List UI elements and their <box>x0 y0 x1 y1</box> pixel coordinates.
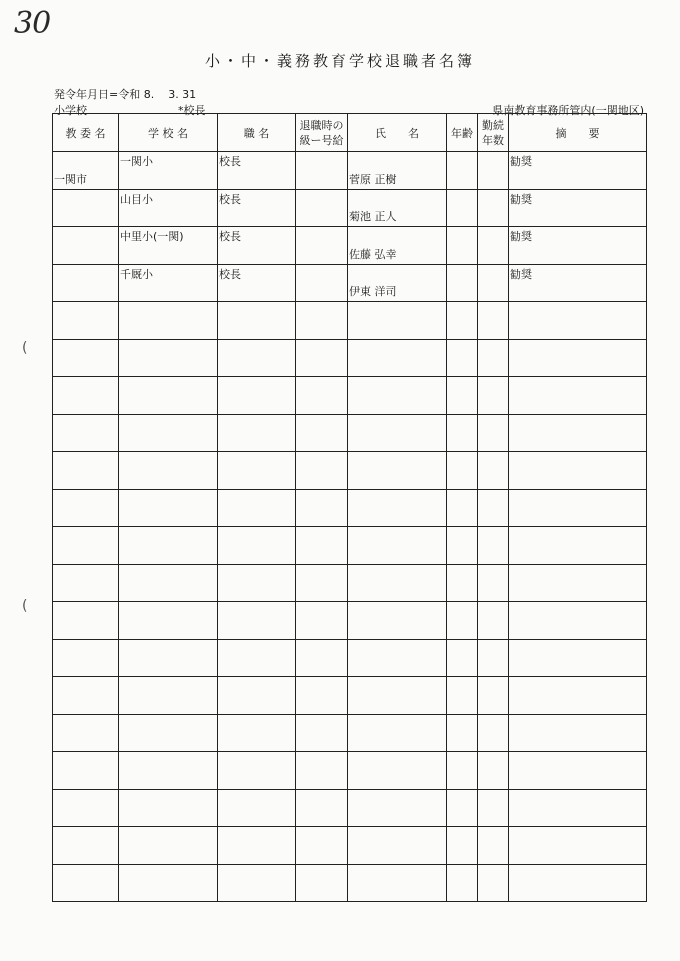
service-years-cell <box>478 827 509 865</box>
name-cell <box>348 489 447 527</box>
grade-cell <box>296 227 348 265</box>
age-cell <box>447 489 478 527</box>
board-cell <box>53 827 119 865</box>
job-cell <box>218 302 296 340</box>
service-years-cell <box>478 189 509 227</box>
job-cell <box>218 489 296 527</box>
remarks-cell <box>509 302 647 340</box>
grade-cell <box>296 152 348 190</box>
table-row <box>53 452 647 490</box>
header-service-years <box>478 114 509 152</box>
job-cell <box>218 227 296 265</box>
remarks-cell <box>509 677 647 715</box>
job-cell-text: 校長 <box>219 192 241 206</box>
table-row <box>53 602 647 640</box>
name-cell <box>348 677 447 715</box>
age-cell <box>447 377 478 415</box>
age-cell <box>447 264 478 302</box>
name-cell <box>348 414 447 452</box>
margin-mark: ( <box>22 598 28 614</box>
grade-cell <box>296 339 348 377</box>
name-cell <box>348 752 447 790</box>
grade-cell <box>296 602 348 640</box>
table-row <box>53 264 647 302</box>
service-years-cell <box>478 864 509 902</box>
age-cell <box>447 789 478 827</box>
name-cell <box>348 264 447 302</box>
job-cell-text: 校長 <box>219 230 241 243</box>
remarks-cell <box>509 752 647 790</box>
school-cell <box>119 264 218 302</box>
remarks-cell-text: 勧奨 <box>510 230 532 243</box>
age-cell <box>447 564 478 602</box>
name-cell <box>348 527 447 565</box>
service-years-cell <box>478 414 509 452</box>
table-row <box>53 377 647 415</box>
table-row <box>53 864 647 902</box>
job-cell <box>218 152 296 190</box>
remarks-cell <box>509 864 647 902</box>
board-cell <box>53 264 119 302</box>
name-cell <box>348 452 447 490</box>
job-cell <box>218 752 296 790</box>
school-cell <box>119 189 218 227</box>
service-years-cell <box>478 677 509 715</box>
board-cell <box>53 527 119 565</box>
age-cell <box>447 302 478 340</box>
service-years-cell <box>478 789 509 827</box>
remarks-cell <box>509 827 647 865</box>
job-cell <box>218 189 296 227</box>
name-cell <box>348 864 447 902</box>
margin-mark: ( <box>22 340 28 356</box>
header-grade-line1: 退職時の <box>299 118 344 132</box>
board-cell <box>53 377 119 415</box>
remarks-cell <box>509 602 647 640</box>
school-cell <box>119 452 218 490</box>
school-cell <box>119 827 218 865</box>
header-school: 学 校 名 <box>119 114 218 152</box>
age-cell <box>447 864 478 902</box>
service-years-cell <box>478 452 509 490</box>
remarks-cell <box>509 714 647 752</box>
remarks-cell-text: 勧奨 <box>510 192 532 206</box>
grade-cell <box>296 714 348 752</box>
remarks-cell <box>509 152 647 190</box>
document-title: 小・中・義務教育学校退職者名簿 <box>204 52 475 70</box>
job-cell-text: 校長 <box>219 267 241 281</box>
name-cell <box>348 564 447 602</box>
job-cell <box>218 452 296 490</box>
name-cell <box>348 602 447 640</box>
service-years-cell <box>478 302 509 340</box>
board-cell <box>53 489 119 527</box>
header-service-line2: 年数 <box>482 133 504 147</box>
name-cell <box>348 339 447 377</box>
grade-cell <box>296 489 348 527</box>
name-cell <box>348 302 447 340</box>
board-cell-text: 一関市 <box>54 172 87 186</box>
school-cell-text: 中里小(一関) <box>120 230 184 243</box>
school-cell <box>119 677 218 715</box>
age-cell <box>447 527 478 565</box>
table-row <box>53 414 647 452</box>
grade-cell <box>296 527 348 565</box>
service-years-cell <box>478 377 509 415</box>
job-cell <box>218 264 296 302</box>
job-cell <box>218 864 296 902</box>
table-row <box>53 339 647 377</box>
job-cell <box>218 602 296 640</box>
board-cell <box>53 227 119 265</box>
grade-cell <box>296 377 348 415</box>
table-row <box>53 714 647 752</box>
name-cell-text: 佐藤 弘幸 <box>349 247 397 261</box>
job-cell-text: 校長 <box>219 155 241 168</box>
service-years-cell <box>478 152 509 190</box>
board-cell <box>53 602 119 640</box>
grade-cell <box>296 452 348 490</box>
remarks-cell <box>509 339 647 377</box>
name-cell <box>348 789 447 827</box>
grade-cell <box>296 414 348 452</box>
remarks-cell <box>509 377 647 415</box>
header-row <box>53 114 647 152</box>
board-cell <box>53 152 119 190</box>
remarks-cell-text: 勧奨 <box>510 267 532 281</box>
table-row <box>53 489 647 527</box>
service-years-cell <box>478 602 509 640</box>
school-cell <box>119 414 218 452</box>
name-cell <box>348 377 447 415</box>
board-cell <box>53 452 119 490</box>
grade-cell <box>296 639 348 677</box>
table-row <box>53 152 647 190</box>
header-name: 氏 名 <box>348 114 447 152</box>
school-type: 小学校 <box>54 104 87 117</box>
service-years-cell <box>478 564 509 602</box>
table-row <box>53 677 647 715</box>
grade-cell <box>296 302 348 340</box>
school-cell <box>119 377 218 415</box>
service-years-cell <box>478 264 509 302</box>
school-cell-text: 山目小 <box>120 192 153 206</box>
job-cell <box>218 527 296 565</box>
school-cell <box>119 564 218 602</box>
name-cell-text: 伊東 洋司 <box>349 285 397 298</box>
grade-cell <box>296 789 348 827</box>
age-cell <box>447 339 478 377</box>
table-row <box>53 564 647 602</box>
age-cell <box>447 414 478 452</box>
table-row <box>53 789 647 827</box>
board-cell <box>53 302 119 340</box>
age-cell <box>447 714 478 752</box>
school-cell <box>119 339 218 377</box>
remarks-cell <box>509 789 647 827</box>
service-years-cell <box>478 339 509 377</box>
grade-cell <box>296 564 348 602</box>
grade-cell <box>296 864 348 902</box>
grade-cell <box>296 752 348 790</box>
name-cell <box>348 152 447 190</box>
board-cell <box>53 714 119 752</box>
name-cell <box>348 827 447 865</box>
school-cell <box>119 789 218 827</box>
board-cell <box>53 864 119 902</box>
remarks-cell <box>509 452 647 490</box>
school-cell <box>119 302 218 340</box>
board-cell <box>53 189 119 227</box>
job-cell <box>218 827 296 865</box>
grade-cell <box>296 677 348 715</box>
remarks-cell-text: 勧奨 <box>510 155 532 168</box>
header-board: 教 委 名 <box>53 114 119 152</box>
table-row <box>53 639 647 677</box>
age-cell <box>447 152 478 190</box>
table-row <box>53 227 647 265</box>
job-cell <box>218 339 296 377</box>
service-years-cell <box>478 714 509 752</box>
header-grade-line2: 級ー号給 <box>299 133 344 147</box>
age-cell <box>447 227 478 265</box>
roster-table <box>52 113 647 902</box>
school-cell <box>119 227 218 265</box>
header-grade <box>296 114 348 152</box>
header-remarks: 摘 要 <box>509 114 647 152</box>
school-cell <box>119 152 218 190</box>
name-cell <box>348 714 447 752</box>
position-label: *校長 <box>178 104 206 117</box>
header-age: 年齢 <box>447 114 478 152</box>
board-cell <box>53 789 119 827</box>
age-cell <box>447 452 478 490</box>
name-cell <box>348 189 447 227</box>
school-cell-text: 千厩小 <box>120 267 153 281</box>
page-number: 30 <box>14 6 51 41</box>
remarks-cell <box>509 639 647 677</box>
office-label: 県南教育事務所管内(一関地区) <box>492 104 644 117</box>
service-years-cell <box>478 527 509 565</box>
job-cell <box>218 414 296 452</box>
header-service-line1: 勤続 <box>482 118 504 132</box>
school-cell <box>119 752 218 790</box>
age-cell <box>447 639 478 677</box>
grade-cell <box>296 264 348 302</box>
table-row <box>53 302 647 340</box>
job-cell <box>218 639 296 677</box>
job-cell <box>218 564 296 602</box>
name-cell <box>348 227 447 265</box>
job-cell <box>218 714 296 752</box>
school-cell <box>119 602 218 640</box>
age-cell <box>447 602 478 640</box>
remarks-cell <box>509 227 647 265</box>
service-years-cell <box>478 639 509 677</box>
table-row <box>53 189 647 227</box>
table-row <box>53 527 647 565</box>
name-cell-text: 菊池 正人 <box>349 210 397 223</box>
remarks-cell <box>509 564 647 602</box>
age-cell <box>447 189 478 227</box>
table-row <box>53 827 647 865</box>
table-row <box>53 752 647 790</box>
school-cell <box>119 489 218 527</box>
service-years-cell <box>478 227 509 265</box>
age-cell <box>447 827 478 865</box>
school-cell <box>119 639 218 677</box>
board-cell <box>53 639 119 677</box>
board-cell <box>53 752 119 790</box>
board-cell <box>53 414 119 452</box>
job-cell <box>218 789 296 827</box>
age-cell <box>447 752 478 790</box>
school-cell-text: 一関小 <box>120 155 153 168</box>
school-cell <box>119 864 218 902</box>
remarks-cell <box>509 414 647 452</box>
board-cell <box>53 564 119 602</box>
remarks-cell <box>509 527 647 565</box>
job-cell <box>218 677 296 715</box>
school-cell <box>119 714 218 752</box>
remarks-cell <box>509 489 647 527</box>
name-cell <box>348 639 447 677</box>
job-cell <box>218 377 296 415</box>
header-job: 職 名 <box>218 114 296 152</box>
grade-cell <box>296 827 348 865</box>
grade-cell <box>296 189 348 227</box>
board-cell <box>53 677 119 715</box>
service-years-cell <box>478 752 509 790</box>
age-cell <box>447 677 478 715</box>
issue-date: 発令年月日=令和 8. 3. 31 <box>54 88 197 101</box>
name-cell-text: 菅原 正樹 <box>349 172 397 186</box>
remarks-cell <box>509 264 647 302</box>
school-cell <box>119 527 218 565</box>
remarks-cell <box>509 189 647 227</box>
board-cell <box>53 339 119 377</box>
service-years-cell <box>478 489 509 527</box>
